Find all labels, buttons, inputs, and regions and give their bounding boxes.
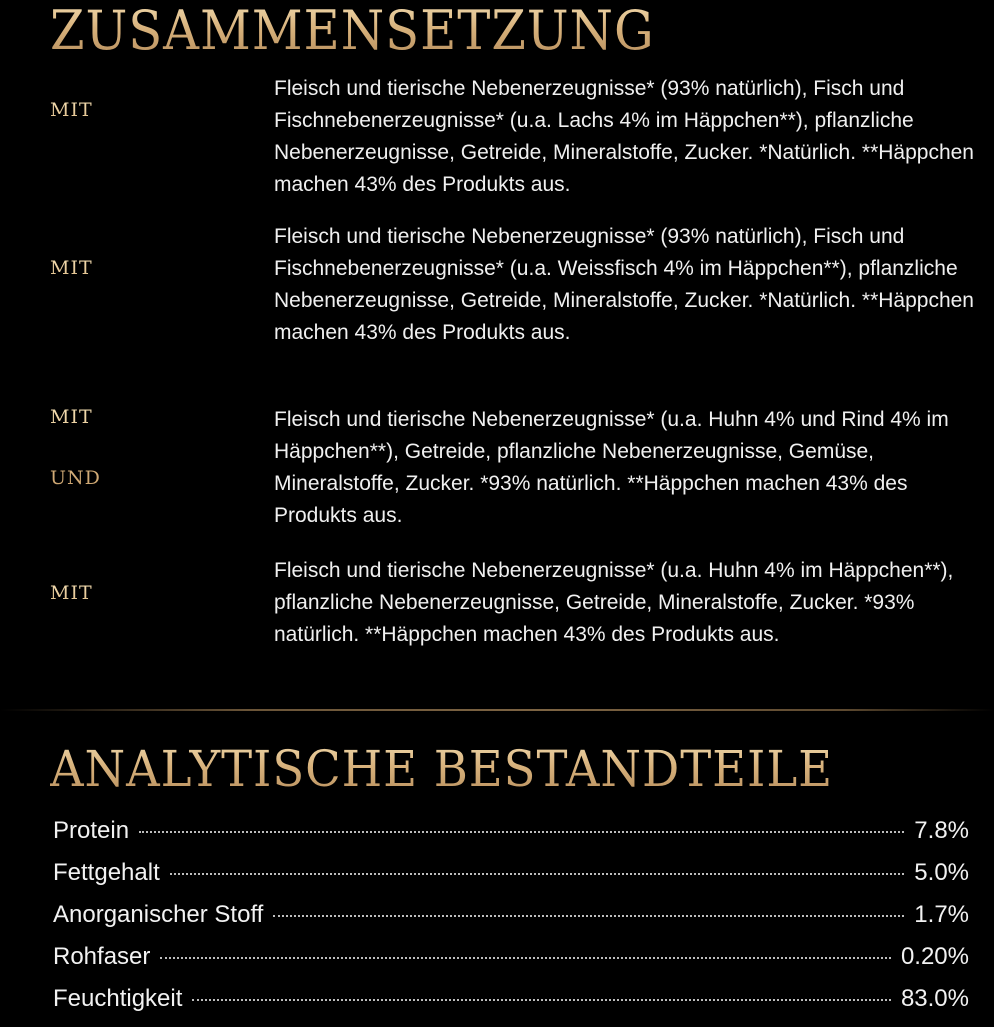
dotted-leader [160,957,891,959]
analysis-title: ANALYTISCHE BESTANDTEILE [50,740,834,798]
analysis-row-rohfaser [53,943,969,985]
analysis-row-value: 5.0% [914,859,969,886]
variant-label-huhn [50,584,156,645]
variant-label-line: WEIßFISCH [50,281,230,316]
variant-label-lachs [50,101,164,162]
variant-label-weissfisch [50,259,241,320]
analysis-row-name: Rohfaser [53,943,151,970]
variant-label-line: HUHN [50,606,150,641]
analysis-row-fettgehalt [53,859,969,901]
section-divider [0,709,994,711]
analysis-row-value: 1.7% [914,901,969,928]
variant-label-line: LACHS [50,123,157,158]
variant-label-line: MIT [50,582,93,604]
analysis-row-anorganischer-stoff [53,901,969,943]
analysis-row-name: Fettgehalt [53,859,160,886]
dotted-leader [273,915,904,917]
variant-description-huhn-und-rind: Fleisch und tierische Nebenerzeugnisse* (u.a. Huhn 4% und Rind 4% im Häppchen**), Getreide, pflanzliche Nebenerzeugnisse, Gemüse, Mineralstoffe, Zucker. *93% natürlich. **Häppchen machen 43% des Produkts aus. [274,408,949,527]
analysis-list [53,817,969,1027]
variant-label-line: HUHN [50,430,150,465]
analysis-row-protein [53,817,969,859]
dotted-leader [170,873,905,875]
analysis-row-feuchtigkeit [53,985,969,1027]
composition-title: ZUSAMMENSETZUNG [50,0,655,62]
dotted-leader [192,999,891,1001]
variant-label-huhn-und-rind [50,408,156,530]
dotted-leader [139,831,904,833]
variant-description-huhn: Fleisch und tierische Nebenerzeugnisse* (u.a. Huhn 4% im Häppchen**), pflanzliche Nebenerzeugnisse, Getreide, Mineralstoffe, Zucker. *93% natürlich. **Häppchen machen 43% des Produkts aus. [274,559,954,646]
variant-description-lachs: Fleisch und tierische Nebenerzeugnisse* (93% natürlich), Fisch und Fischnebenerzeugnisse* (u.a. Lachs 4% im Häppchen**), pflanzliche Nebenerzeugnisse, Getreide, Mineralstoffe, Zucker. *Natürlich. **Häppchen machen 43% des Produkts aus. [274,77,974,196]
variant-label-line: UND [50,467,101,489]
variant-description-weissfisch: Fleisch und tierische Nebenerzeugnisse* (93% natürlich), Fisch und Fischnebenerzeugnisse* (u.a. Weissfisch 4% im Häppchen**), pflanzliche Nebenerzeugnisse, Getreide, Mineralstoffe, Zucker. *Natürlich. **Häppchen machen 43% des Produkts aus. [274,225,974,344]
variant-label-line: MIT [50,406,93,428]
variant-label-line: RIND [50,491,132,526]
analysis-row-value: 0.20% [900,943,969,970]
analysis-row-value: 83.0% [900,985,969,1012]
analysis-row-name: Anorganischer Stoff [53,901,264,928]
analysis-row-value: 7.8% [914,817,969,844]
variant-label-line: MIT [50,257,93,279]
variant-label-line: MIT [50,99,93,121]
analysis-row-name: Feuchtigkeit [53,985,183,1012]
analysis-row-name: Protein [53,817,130,844]
